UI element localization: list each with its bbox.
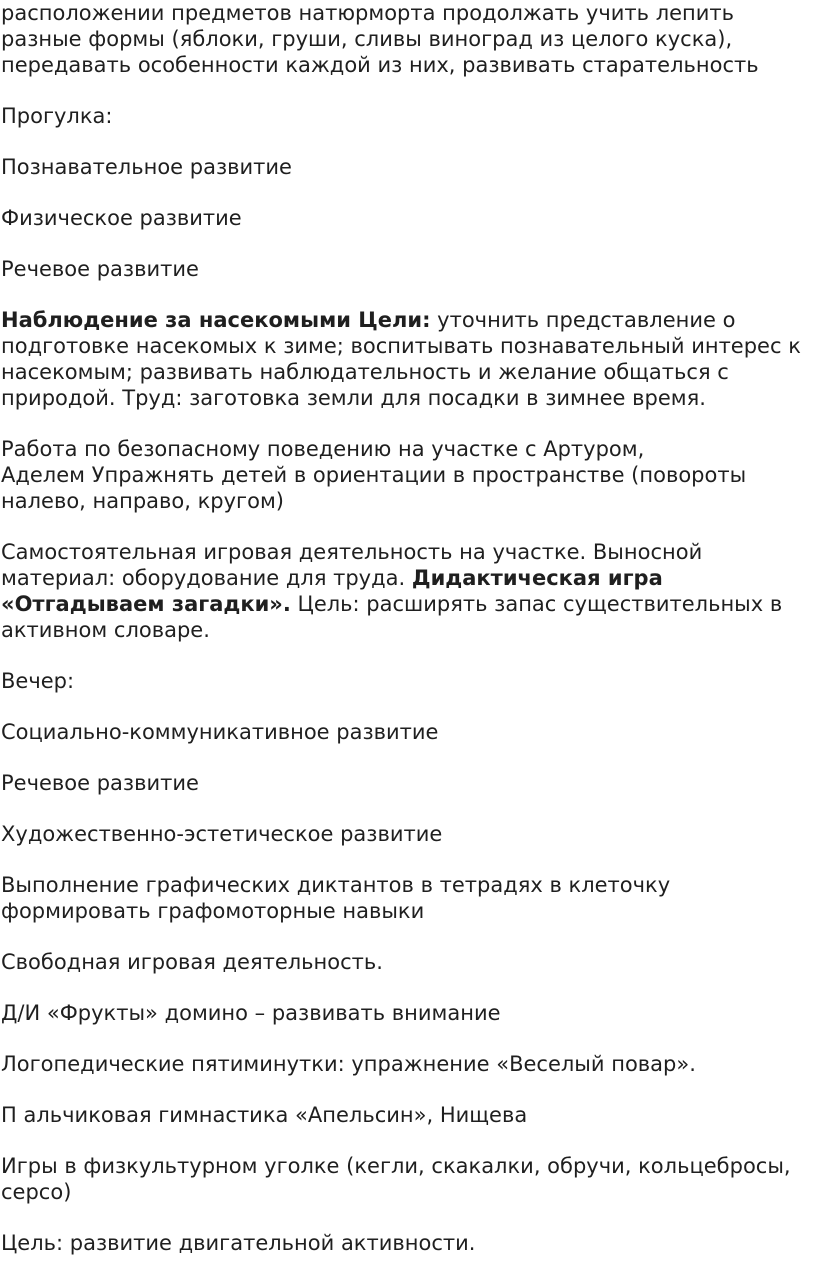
paragraph-finger-gymnastics: П альчиковая гимнастика «Апельсин», Нищева xyxy=(1,1103,528,1127)
insect-observation-text: уточнить представление о подготовке насекомых к зиме; воспитывать познавательный интерес к насекомым; развивать наблюдательность и желание общаться с природой. Труд: заготовка земли для посадки в зимнее время. xyxy=(1,308,801,410)
paragraph-fruit-domino: Д/И «Фрукты» домино – развивать внимание xyxy=(1,1001,501,1025)
paragraph-social-development: Социально-коммуникативное развитие xyxy=(1,720,439,744)
paragraph-free-play: Свободная игровая деятельность. xyxy=(1,950,383,974)
paragraph-speech-therapy: Логопедические пятиминутки: упражнение «Веселый повар». xyxy=(1,1052,696,1076)
didactic-game-bold: Дидактическая игра «Отгадываем загадки». xyxy=(1,566,663,616)
paragraph-evening-heading: Вечер: xyxy=(1,669,75,693)
paragraph-cognitive-development: Познавательное развитие xyxy=(1,155,292,179)
insect-observation-bold: Наблюдение за насекомыми Цели: xyxy=(1,308,431,332)
paragraph-sculpting-goals: расположении предметов натюрморта продолжать учить лепить разные формы (яблоки, груши, сливы виноград из целого куска), передавать особенности каждой из них, развивать старательность xyxy=(1,1,759,77)
paragraph-speech-development: Речевое развитие xyxy=(1,257,199,281)
paragraph-speech-development-evening: Речевое развитие xyxy=(1,771,199,795)
paragraph-safety-work xyxy=(1,436,810,514)
paragraph-independent-play xyxy=(1,539,810,643)
independent-play-text: Самостоятельная игровая деятельность на участке. Выносной материал: оборудование для труда. xyxy=(1,540,703,590)
safety-work-line2: Аделем Упражнять детей в ориентации в пространстве (повороты налево, направо, кругом) xyxy=(1,463,747,513)
paragraph-physical-development: Физическое развитие xyxy=(1,206,242,230)
safety-work-line1: Работа по безопасному поведению на участке с Артуром, xyxy=(1,437,645,461)
paragraph-insect-observation xyxy=(1,307,810,411)
paragraph-sports-corner: Игры в физкультурном уголке (кегли, скакалки, обручи, кольцебросы, серсо) xyxy=(1,1154,791,1204)
paragraph-walk-heading: Прогулка: xyxy=(1,104,113,128)
paragraph-motor-activity-goal: Цель: развитие двигательной активности. xyxy=(1,1231,476,1255)
paragraph-artistic-development: Художественно-эстетическое развитие xyxy=(1,822,443,846)
didactic-game-goal: Цель: расширять запас существительных в активном словаре. xyxy=(1,592,783,642)
paragraph-graphic-dictations: Выполнение графических диктантов в тетрадях в клеточку формировать графомоторные навыки xyxy=(1,873,671,923)
